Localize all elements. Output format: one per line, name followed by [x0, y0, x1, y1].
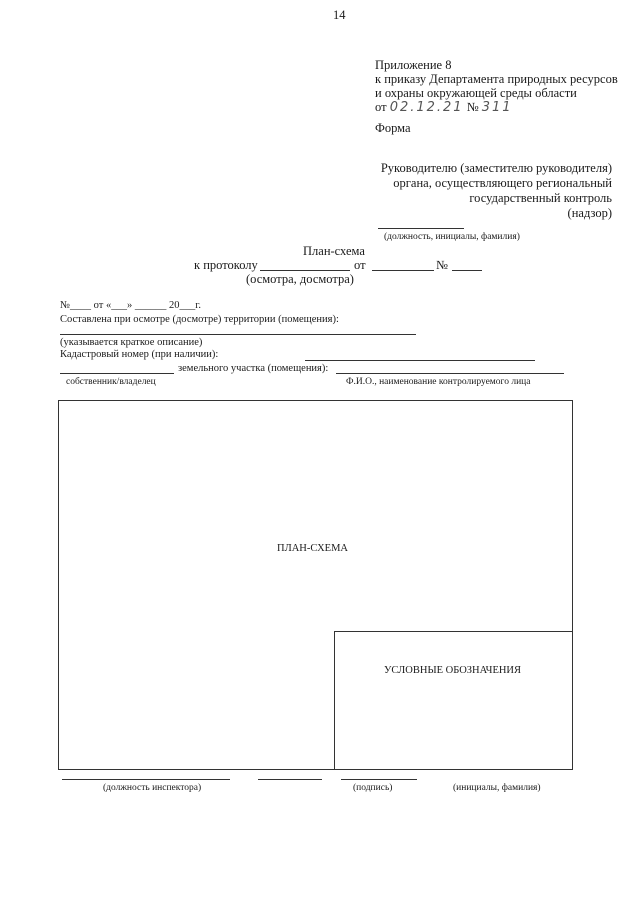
protocol-number-line: [452, 270, 482, 271]
page-number: 14: [333, 8, 346, 22]
number-date-line: №____ от «___» ______ 20___г.: [60, 300, 201, 311]
protocol-date-line: [372, 270, 434, 271]
inspector-position-line: [62, 779, 230, 780]
protocol-from: от: [354, 258, 366, 272]
controlled-person-caption: Ф.И.О., наименование контролируемого лица: [346, 377, 531, 387]
legend-box: [334, 631, 573, 770]
appendix-order-line: к приказу Департамента природных ресурсов: [375, 72, 618, 86]
description-caption: (указывается краткое описание): [60, 337, 203, 348]
appendix-department-line: и охраны окружающей среды области: [375, 86, 577, 100]
inspector-signature-line: [258, 779, 322, 780]
protocol-prefix: к протоколу: [194, 258, 258, 272]
appendix-date-line: [375, 100, 513, 115]
protocol-line: [260, 270, 350, 271]
number-sign: №: [466, 100, 479, 114]
addressee-signature-line: [378, 228, 464, 229]
inspector-name-caption: (инициалы, фамилия): [453, 783, 541, 793]
compiled-label: Составлена при осмотре (досмотре) территории (помещения):: [60, 314, 339, 325]
addressee-signature-caption: (должность, инициалы, фамилия): [384, 232, 520, 242]
addressee-line-3: государственный контроль: [469, 191, 612, 205]
owner-caption: собственник/владелец: [66, 377, 156, 387]
appendix-title: Приложение 8: [375, 58, 452, 72]
plan-title: ПЛАН-СХЕМА: [277, 543, 349, 554]
protocol-subcaption: (осмотра, досмотра): [246, 272, 354, 286]
land-plot-label: земельного участка (помещения):: [178, 363, 329, 374]
form-label: Форма: [375, 121, 411, 135]
owner-line: [60, 373, 174, 374]
inspector-name-line: [341, 779, 417, 780]
addressee-line-1: Руководителю (заместителю руководителя): [380, 161, 612, 175]
handwritten-number: 311: [481, 100, 513, 115]
inspector-position-caption: (должность инспектора): [103, 783, 202, 793]
legend-title: УСЛОВНЫЕ ОБОЗНАЧЕНИЯ: [384, 665, 522, 676]
inspector-signature-caption: (подпись): [353, 783, 393, 793]
date-prefix: от: [375, 100, 387, 114]
description-line: [60, 334, 416, 335]
addressee-line-2: органа, осуществляющего региональный: [393, 176, 612, 190]
addressee-line-4: (надзор): [567, 206, 612, 220]
controlled-person-line: [336, 373, 564, 374]
cadastral-line: [305, 360, 535, 361]
handwritten-date: 02.12.21: [389, 100, 464, 115]
cadastral-label: Кадастровый номер (при наличии):: [60, 349, 219, 360]
document-title: План-схема: [303, 244, 365, 258]
protocol-number-sign: №: [436, 258, 448, 272]
